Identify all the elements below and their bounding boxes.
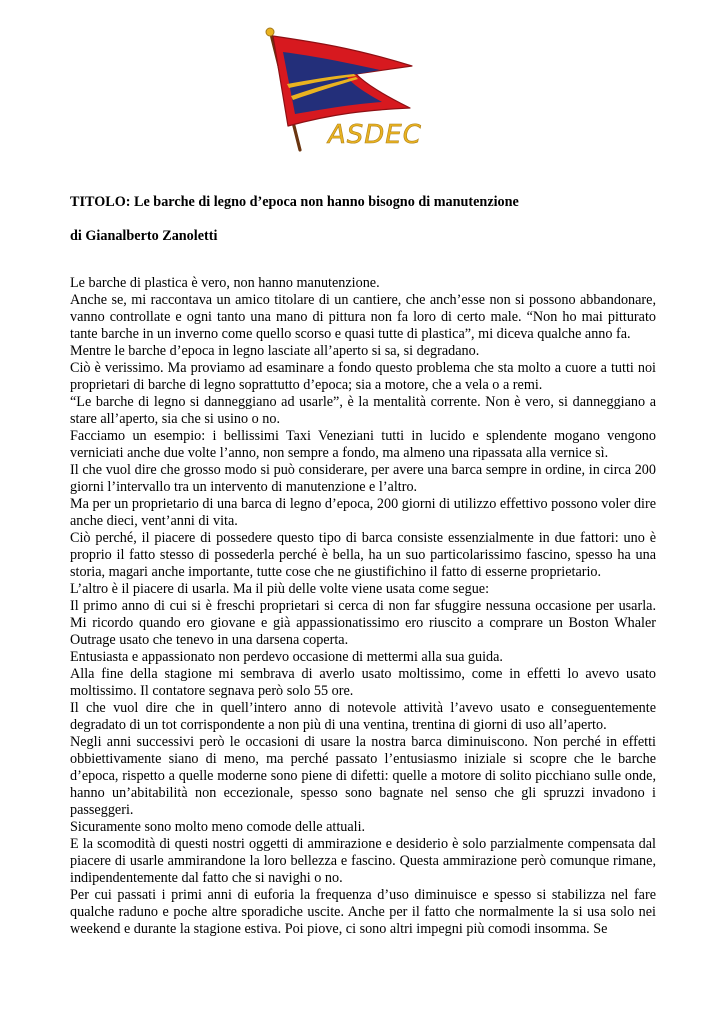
paragraph: Il che vuol dire che grosso modo si può considerare, per avere una barca sempre in ordine, in circa 200 giorni l’intervallo tra un intervento di manutenzione e l’altro.: [70, 462, 656, 495]
paragraph: Il primo anno di cui si è freschi proprietari si cerca di non far sfuggire nessuna occasione per usarla. Mi ricordo quando ero giovane e già appassionatissimo ero riuscito a comprare un Boston Whaler Outrage usato che tenevo in una darsena coperta.: [70, 598, 656, 648]
paragraph: E la scomodità di questi nostri oggetti di ammirazione e desiderio è solo parzialmente compensata dal piacere di usarle ammirandone la loro bellezza e fascino. Questa ammirazione però comunque rimane, indipendentemente dal fatto che si navighi o no.: [70, 836, 656, 886]
paragraph: “Le barche di legno si danneggiano ad usarle”, è la mentalità corrente. Non è vero, si danneggiano a stare all’aperto, sia che si usino o no.: [70, 394, 656, 427]
article-body: [70, 275, 656, 938]
document-title: TITOLO: Le barche di legno d’epoca non hanno bisogno di manutenzione: [70, 194, 519, 210]
paragraph: Negli anni successivi però le occasioni di usare la nostra barca diminuiscono. Non perché in effetti obbiettivamente siano di meno, ma perché passato l’entusiasmo iniziale si scopre che le barche d’epoca, rispetto a quelle moderne sono piene di difetti: quelle a motore di solito picchiano sulle onde, hanno un’abitabilità non eccezionale, spesso sono bagnate nel senso che gli spruzzi invadono i passeggeri.: [70, 734, 656, 818]
paragraph: L’altro è il piacere di usarla. Ma il più delle volte viene usata come segue:: [70, 581, 490, 597]
author-line: di Gianalberto Zanoletti: [70, 228, 218, 244]
paragraph: Sicuramente sono molto meno comode delle attuali.: [70, 819, 366, 835]
paragraph: Il che vuol dire che in quell’intero anno di notevole attività l’avevo usato e conseguentemente degradato di un tot corrispondente a non più di una ventina, trentina di giorni di uso all’aperto.: [70, 700, 656, 733]
paragraph: Ciò è verissimo. Ma proviamo ad esaminare a fondo questo problema che sta molto a cuore a tutti noi proprietari di barche di legno soprattutto d’epoca; sia a motore, che a vela o a remi.: [70, 360, 656, 393]
paragraph: Alla fine della stagione mi sembrava di averlo usato moltissimo, come in effetti lo avevo usato moltissimo. Il contatore segnava però solo 55 ore.: [70, 666, 656, 699]
paragraph: Le barche di plastica è vero, non hanno manutenzione.: [70, 275, 380, 291]
paragraph: Facciamo un esempio: i bellissimi Taxi Veneziani tutti in lucido e splendente mogano vengono verniciati anche due volte l’anno, non sempre a fondo, ma almeno una ripassata alla vernice sì.: [70, 428, 656, 461]
paragraph: Per cui passati i primi anni di euforia la frequenza d’uso diminuisce e spesso si stabilizza nel fare qualche raduno e poche altre sporadiche uscite. Anche per il fatto che normalmente la si usa solo nei weekend e durante la stagione estiva. Poi piove, ci sono altri impegni più comodi insomma. Se: [70, 887, 656, 937]
paragraph: Ma per un proprietario di una barca di legno d’epoca, 200 giorni di utilizzo effettivo possono voler dire anche dieci, vent’anni di vita.: [70, 496, 656, 529]
paragraph: Anche se, mi raccontava un amico titolare di un cantiere, che anch’esse non si possono abbandonare, vanno controllate e ogni tanto una mano di pittura non fa loro di certo male. “Non ho mai pitturato tante barche in un inverno come quello scorso e quasi tutte di plastica”, mi diceva qualche anno fa.: [70, 292, 656, 342]
paragraph: Mentre le barche d’epoca in legno lasciate all’aperto si sa, si degradano.: [70, 343, 480, 359]
logo-text: ASDEC: [328, 120, 422, 150]
paragraph: Entusiasta e appassionato non perdevo occasione di mettermi alla sua guida.: [70, 649, 503, 665]
paragraph: Ciò perché, il piacere di possedere questo tipo di barca consiste essenzialmente in due fattori: uno è proprio il fatto stesso di possederla perché è bella, ha un suo particolarissimo fascino, spesso ha una storia, magari anche importante, tutte cose che ne giustifichino il fatto di esserne proprietario.: [70, 530, 656, 580]
asdec-logo: [262, 22, 422, 154]
